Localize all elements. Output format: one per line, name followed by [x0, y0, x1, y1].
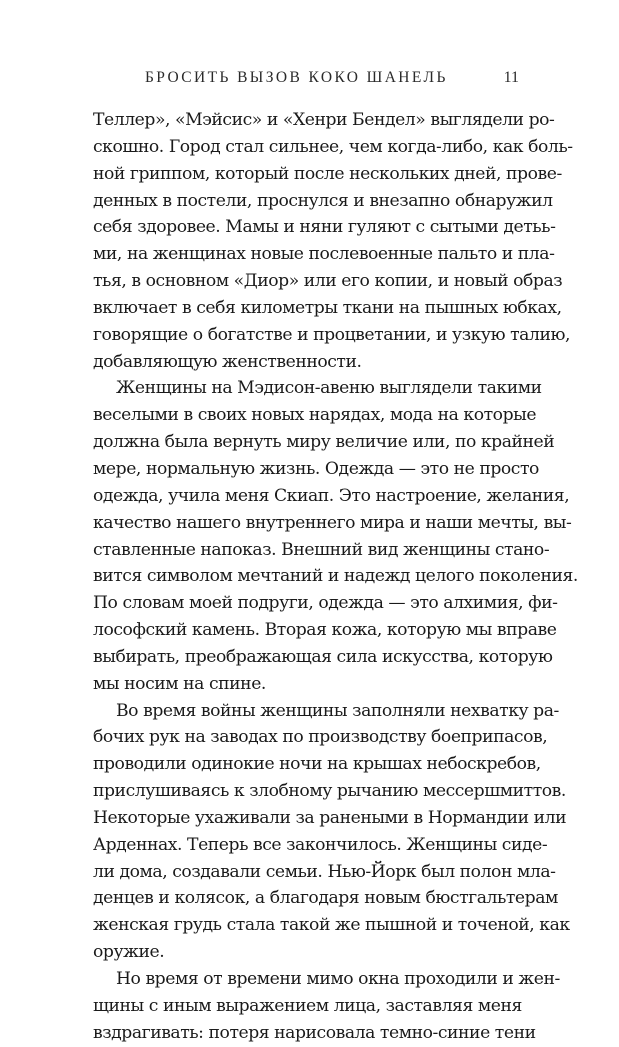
text-line: Теллер», «Мэйсис» и «Хенри Бендел» выглядели ро- [93, 110, 555, 130]
text-line: бочих рук на заводах по производству боеприпасов, [93, 727, 548, 748]
text-line: ной гриппом, который после нескольких дней, прове- [93, 163, 562, 184]
text-line: Во время войны женщины заполняли нехватку ра- [116, 700, 559, 721]
paragraph [93, 698, 570, 966]
text-line: качество нашего внутреннего мира и наши мечты, вы- [93, 512, 572, 533]
text-line: должна была вернуть миру величие или, по крайней [93, 432, 555, 453]
paragraph [93, 107, 573, 375]
text-line: проводили одинокие ночи на крышах небоскребов, [93, 754, 541, 775]
text-line: прислушиваясь к злобному рычанию мессершмиттов. [93, 781, 566, 802]
text-line: По словам моей подруги, одежда — это алхимия, фи- [93, 593, 558, 614]
text-line: мере, нормальную жизнь. Одежда — это не просто [93, 458, 539, 479]
text-line: Но время от времени мимо окна проходили и жен- [116, 969, 560, 989]
text-line: ми, на женщинах новые послевоенные пальто и пла- [93, 244, 555, 265]
paragraph [93, 966, 560, 1047]
text-line: вздрагивать: потеря нарисовала темно-синие тени [93, 1022, 536, 1043]
text-line: одежда, учила меня Скиап. Это настроение, желания, [93, 485, 570, 506]
text-line: лософский камень. Вторая кожа, которую мы вправе [93, 620, 557, 641]
text-line: ставленные напоказ. Внешний вид женщины стано- [93, 539, 550, 560]
body-text [93, 107, 578, 1047]
text-line: оружие. [93, 942, 165, 963]
text-line: веселыми в своих новых нарядах, мода на которые [93, 405, 537, 426]
text-line: скошно. Город стал сильнее, чем когда-либо, как боль- [93, 136, 573, 157]
running-title: БРОСИТЬ ВЫЗОВ КОКО ШАНЕЛЬ [145, 69, 448, 86]
text-line: тья, в основном «Диор» или его копии, и новый образ [93, 271, 563, 292]
text-line: выбирать, преображающая сила искусства, которую [93, 646, 553, 667]
text-line: себя здоровее. Мамы и няни гуляют с сытыми детьь- [93, 217, 556, 238]
text-line: женская грудь стала такой же пышной и точеной, как [93, 915, 570, 936]
page-number: 11 [503, 69, 519, 86]
text-line: денцев и колясок, а благодаря новым бюстгальтерам [93, 888, 558, 909]
text-line: вится символом мечтаний и надежд целого поколения. [93, 566, 578, 587]
running-header [93, 69, 519, 93]
text-line: ли дома, создавали семьи. Нью-Йорк был полон мла- [93, 861, 556, 882]
text-line: денных в постели, проснулся и внезапно обнаружил [93, 190, 553, 211]
text-line: включает в себя километры ткани на пышных юбках, [93, 297, 562, 318]
paragraph [93, 375, 578, 697]
text-line: щины с иным выражением лица, заставляя меня [93, 995, 522, 1016]
text-line: Арденнах. Теперь все закончилось. Женщины сиде- [93, 834, 548, 855]
text-line: мы носим на спине. [93, 673, 266, 694]
text-line: добавляющую женственности. [93, 351, 362, 372]
text-line: Женщины на Мэдисон-авеню выглядели такими [116, 378, 542, 399]
text-line: Некоторые ухаживали за ранеными в Нормандии или [93, 807, 567, 828]
text-line: говорящие о богатстве и процветании, и узкую талию, [93, 324, 570, 345]
